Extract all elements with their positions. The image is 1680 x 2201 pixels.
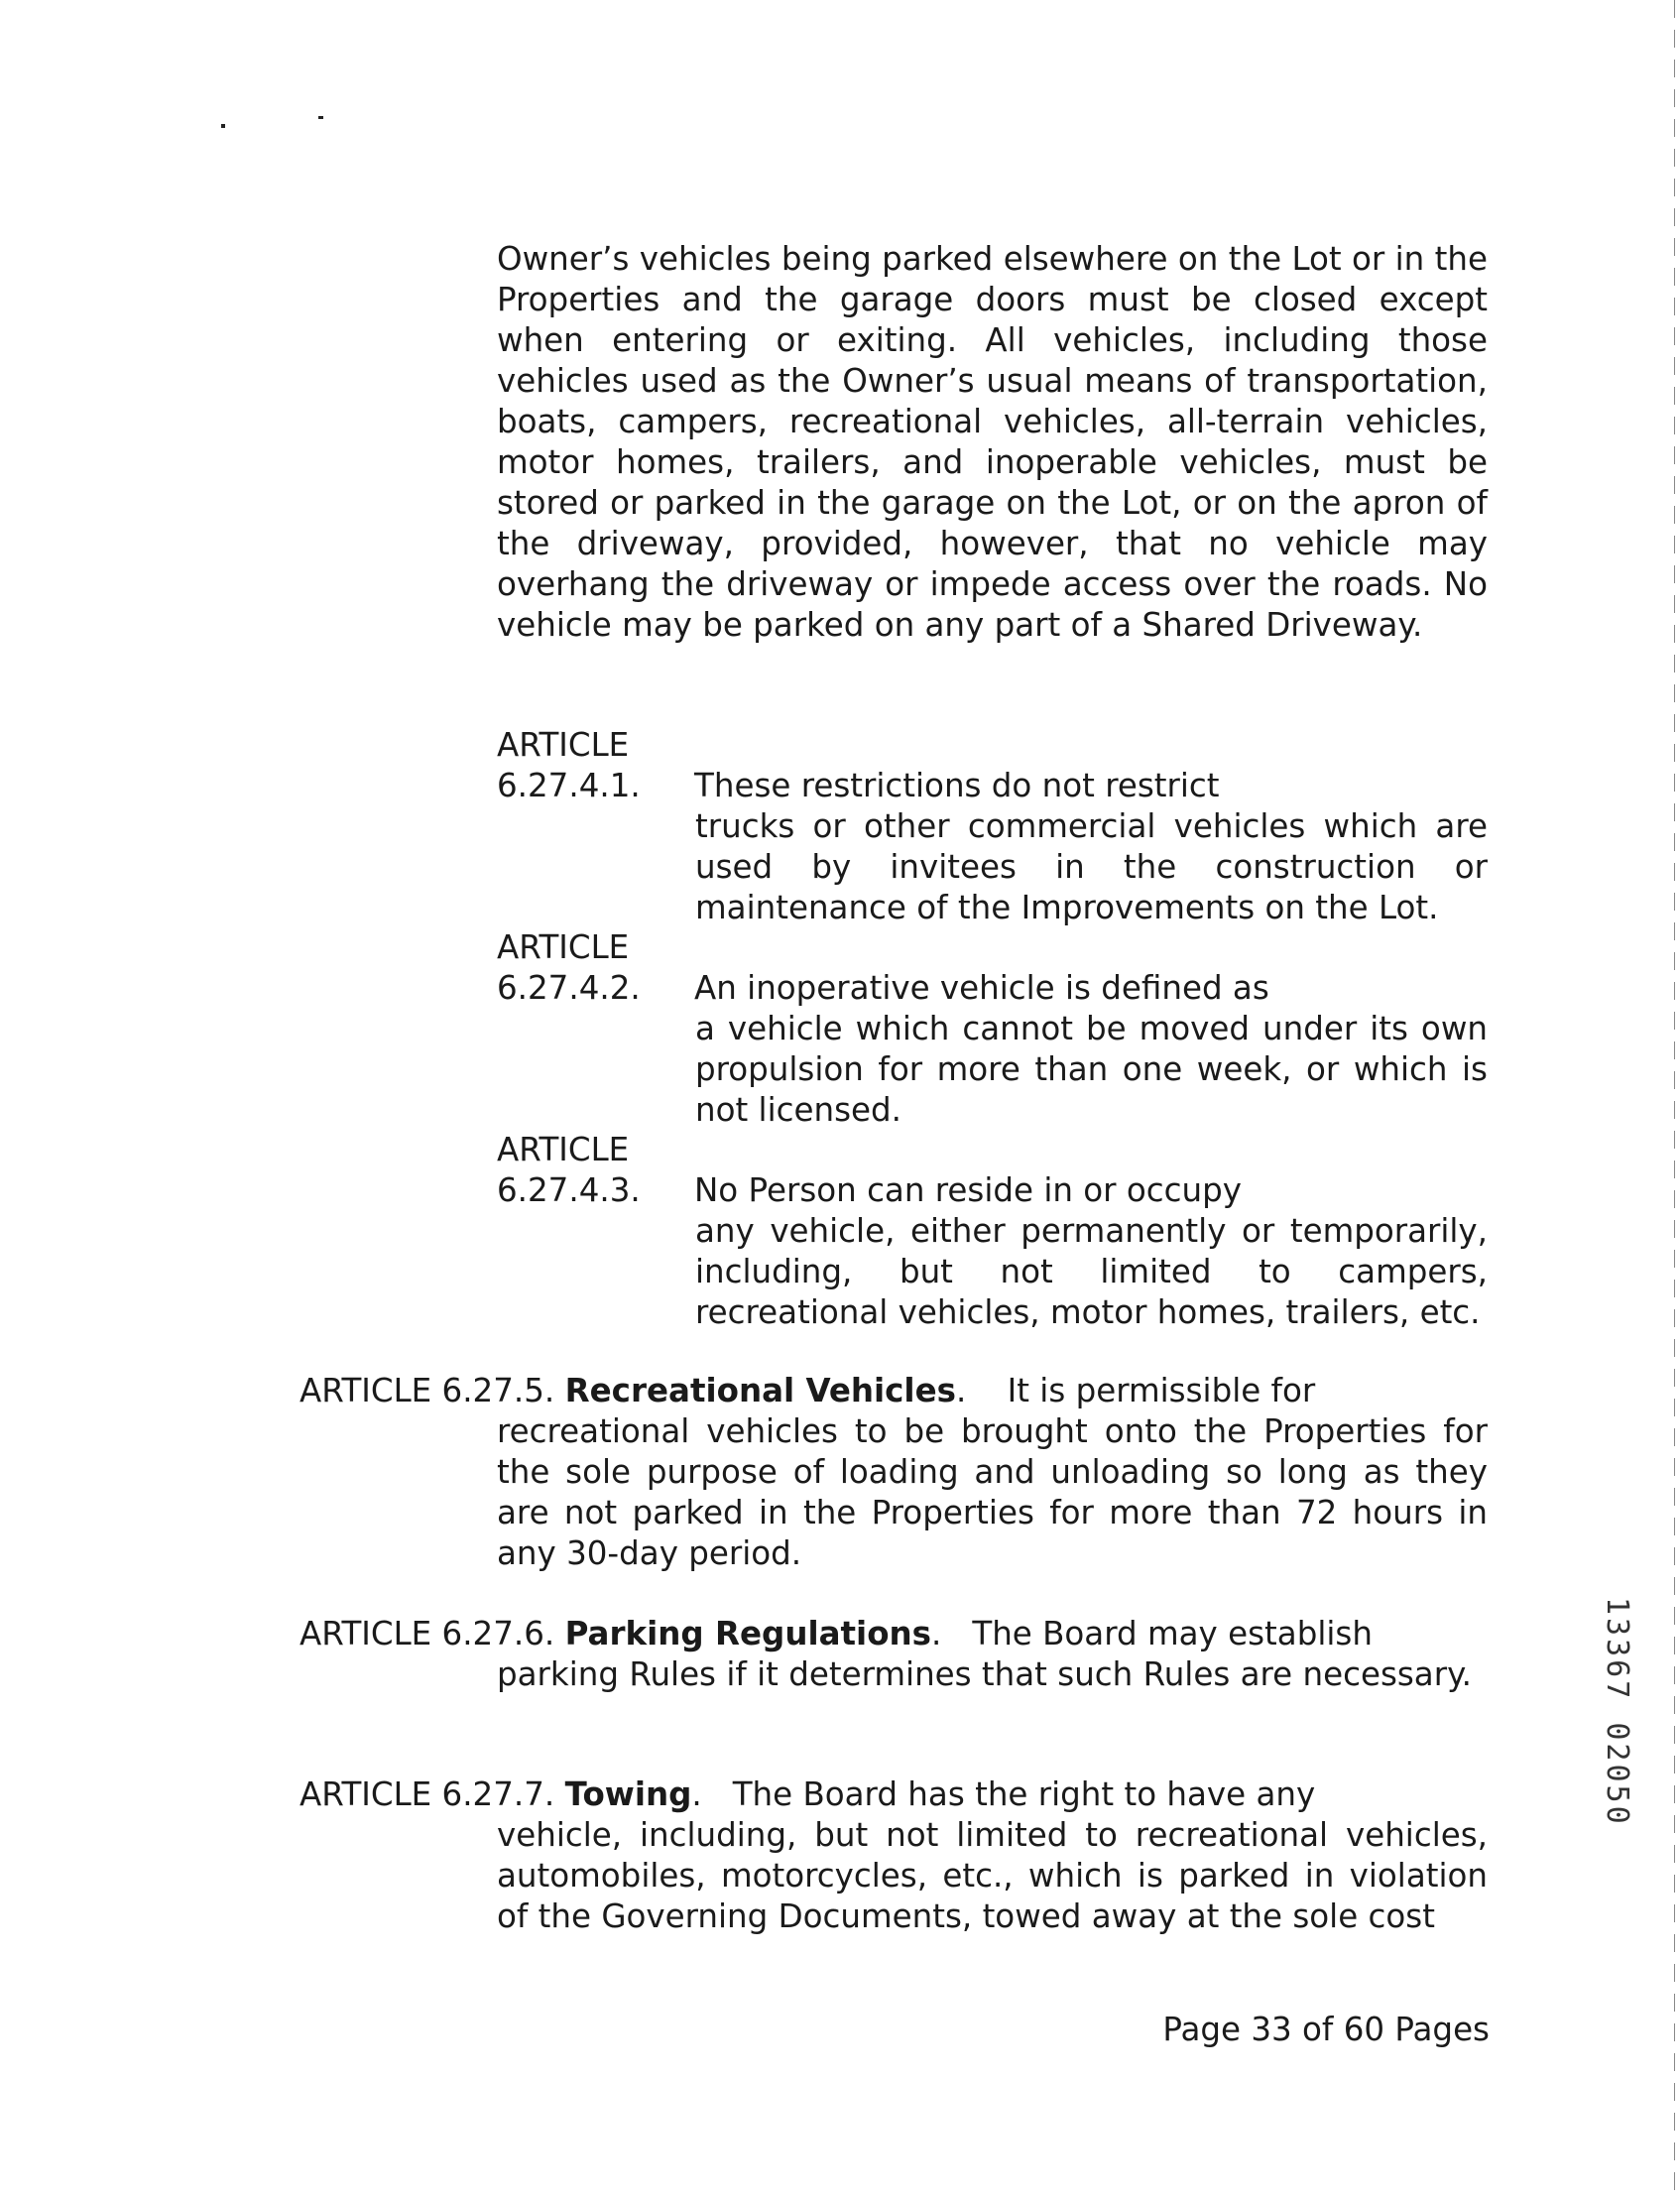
subarticle-number: ARTICLE 6.27.4.1. (497, 726, 641, 804)
article-body: vehicle, including, but not limited to recreational vehicles, automobiles, motorcycles, etc., which is parked in violation of the Governing Documents, towed away at the sole cost (497, 1816, 1488, 1935)
subarticle-number: ARTICLE 6.27.4.3. (497, 1131, 641, 1209)
scan-speck (318, 116, 323, 119)
recording-stamp (1599, 1597, 1638, 1865)
article-body: recreational vehicles to be brought onto the Properties for the sole purpose of loading and unloading so long as they are not parked in the Properties for more than 72 hours in any 30-day period. (497, 1412, 1488, 1572)
article-number: ARTICLE 6.27.6. (300, 1615, 555, 1652)
subarticle-first-line: No Person can reside in or occupy (694, 1171, 1242, 1209)
article-number: ARTICLE 6.27.7. (300, 1775, 555, 1813)
page-number-footer: Page 33 of 60 Pages (1162, 2011, 1490, 2048)
subarticle-6-27-4-2 (497, 927, 1488, 1131)
article-first-line: The Board has the right to have any (732, 1775, 1316, 1813)
subarticle-6-27-4-1 (497, 725, 1488, 928)
subarticle-first-line: An inoperative vehicle is defined as (694, 969, 1269, 1007)
article-heading: Recreational Vehicles (564, 1372, 956, 1409)
article-6-27-7: ARTICLE 6.27.7. Towing. The Board has the right to have any vehicle, including, but not limited to recreational vehicles, automobiles, motorcycles, etc., which is parked in violation of the Governing Documents, towed away at the sole cost (300, 1775, 1488, 1935)
subarticle-body: any vehicle, either permanently or temporarily, including, but not limited to campers, recreational vehicles, motor homes, trailers, etc. (695, 1212, 1488, 1331)
article-heading: Towing (564, 1775, 692, 1813)
scan-edge-line (1674, 0, 1675, 2201)
article-6-27-6: ARTICLE 6.27.6. Parking Regulations. The Board may establish parking Rules if it determines that such Rules are necessary. (300, 1614, 1488, 1695)
recording-stamp-text: 13367 02050 (1600, 1597, 1634, 1827)
subarticle-body: a vehicle which cannot be moved under its own propulsion for more than one week, or which is not licensed. (695, 1010, 1488, 1129)
scan-speck (221, 124, 225, 128)
article-heading: Parking Regulations (564, 1615, 932, 1652)
article-first-line: It is permissible for (1007, 1372, 1316, 1409)
article-number: ARTICLE 6.27.5. (300, 1372, 555, 1409)
article-6-27-5: ARTICLE 6.27.5. Recreational Vehicles. It is permissible for recreational vehicles to be brought onto the Properties for the sole purpose of loading and unloading so long as they are not parked in the Properties for more than 72 hours in any 30-day period. (300, 1372, 1488, 1572)
subarticle-6-27-4-3 (497, 1130, 1488, 1333)
article-body: parking Rules if it determines that such Rules are necessary. (497, 1655, 1473, 1693)
subarticle-first-line: These restrictions do not restrict (694, 767, 1220, 804)
subarticle-number: ARTICLE 6.27.4.2. (497, 928, 641, 1007)
subarticle-body: trucks or other commercial vehicles which are used by invitees in the construction or maintenance of the Improvements on the Lot. (695, 807, 1488, 926)
intro-paragraph: Owner’s vehicles being parked elsewhere on the Lot or in the Properties and the garage doors must be closed except when entering or exiting. All vehicles, including those vehicles used as the Owner’s usual means of transportation, boats, campers, recreational vehicles, all-terrain vehicles, motor homes, trailers, and inoperable vehicles, must be stored or parked in the garage on the Lot, or on the apron of the driveway, provided, however, that no vehicle may overhang the driveway or impede access over the roads. No vehicle may be parked on any part of a Shared Driveway. (497, 240, 1488, 644)
article-first-line: The Board may establish (972, 1615, 1373, 1652)
